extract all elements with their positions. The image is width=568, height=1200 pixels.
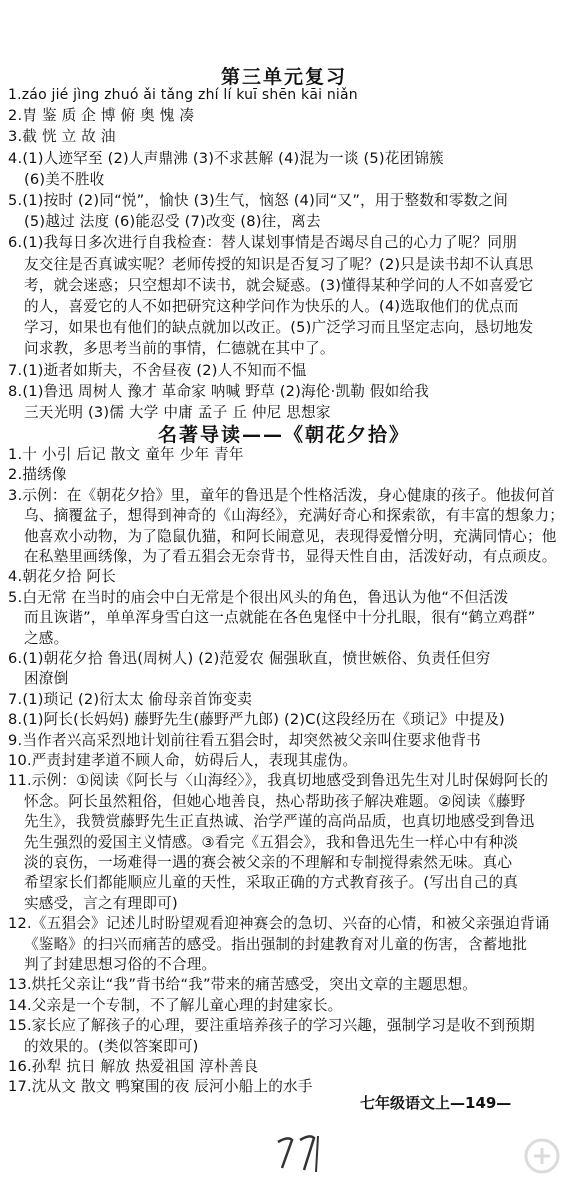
section1-line: 3.截 恍 立 故 油 bbox=[8, 128, 116, 146]
section2-line: 5.白无常 在当时的庙会中白无常是个很出风头的角色，鲁迅认为他“不但活泼 bbox=[8, 588, 509, 606]
section1-line: (5)越过 法度 (6)能忍受 (7)改变 (8)往，离去 bbox=[24, 213, 321, 231]
section2-line: 10.严责封建孝道不顾人命，妨碍后人，表现其虚伪。 bbox=[8, 752, 358, 769]
section2-line: 15.家长应了解孩子的心理，要注重培养孩子的学习兴趣，强制学习是收不到预期 bbox=[8, 1017, 535, 1035]
section2-line: 13.烘托父亲让“我”背书给“我”带来的痛苦感受，突出文章的主题思想。 bbox=[8, 976, 478, 994]
section1-line: 5.(1)按时 (2)同“悦”，愉快 (3)生气，恼怒 (4)同“又”，用于整数和零数之间 bbox=[8, 192, 509, 209]
section2-line: 淡的哀伤，一场难得一遇的赛会被父亲的不理解和专制搅得索然无味。真心 bbox=[24, 854, 513, 871]
section1-line: 4.(1)人迹罕至 (2)人声鼎沸 (3)不求甚解 (4)混为一谈 (5)花团锦簇 bbox=[8, 149, 444, 167]
section1-line: 7.(1)逝者如斯夫，不舍昼夜 (2)人不知而不愠 bbox=[8, 361, 307, 379]
section2-line: 之感。 bbox=[24, 629, 69, 647]
section1-line: (6)美不胜收 bbox=[24, 170, 105, 188]
page-number-label: 七年级语文上—149— bbox=[360, 1094, 512, 1112]
section2-line: 6.(1)朝花夕拾 鲁迅(周树人) (2)范爱农 倔强耿直，愤世嫉俗、负责任但穷 bbox=[8, 650, 491, 667]
section2-line: 而且诙谐”，单单浑身雪白这一点就能在各色鬼怪中十分扎眼，很有“鹤立鸡群” bbox=[24, 609, 536, 627]
section-title-unit3-review: 第三单元复习 bbox=[220, 66, 347, 88]
section2-line: 4.朝花夕拾 阿长 bbox=[8, 568, 116, 586]
section2-line: 8.(1)阿长(长妈妈) 藤野先生(藤野严九郎) (2)C(这段经历在《琐记》中提及) bbox=[8, 711, 505, 729]
section2-line: 先生》，我赞赏藤野先生正直热诚、治学严谨的高尚品质，也真切地感受到鲁迅 bbox=[24, 813, 535, 831]
section1-line: 考，就会迷惑；只空想却不读书，就会疑惑。(3)懂得某种学问的人不如喜爱它 bbox=[24, 276, 534, 294]
section2-line: 他喜欢小动物，为了隐鼠仇猫，和阿长闹意见，表现得爱憎分明，充满同情心；他 bbox=[24, 527, 557, 545]
section1-line: 6.(1)我每日多次进行自我检查：替人谋划事情是否竭尽自己的心力了呢？同朋 bbox=[8, 234, 517, 252]
section1-line: 1.záo jié jìng zhuó ǎi tǎng zhí lí kuī shēn kāi niǎn bbox=[8, 87, 358, 103]
section2-line: 16.孙犁 抗日 解放 热爱祖国 淳朴善良 bbox=[8, 1058, 259, 1075]
section2-line: 先生强烈的爱国主义情感。③看完《五猖会》，我和鲁迅先生一样心中有种淡 bbox=[24, 833, 519, 851]
section2-line: 的效果的。(类似答案即可) bbox=[24, 1037, 199, 1055]
section1-line: 2.胄 鉴 质 企 博 俯 奥 愧 凑 bbox=[8, 107, 195, 125]
section1-line: 友交往是否真诚实呢？老师传授的知识是否复习了呢？(2)只是读书却不认真思 bbox=[24, 255, 534, 273]
section2-line: 希望家长们都能顺应儿童的天性，采取正确的方式教育孩子。(写出自己的真 bbox=[24, 874, 519, 892]
section2-line: 2.描绣像 bbox=[8, 466, 67, 484]
section2-line: 12.《五猖会》记述儿时盼望观看迎神赛会的急切、兴奋的心情，和被父亲强迫背诵 bbox=[8, 915, 550, 933]
handwritten-mark bbox=[270, 1128, 330, 1178]
section2-line: 1.十 小引 后记 散文 童年 少年 青年 bbox=[8, 446, 244, 463]
section2-line: 困潦倒 bbox=[24, 670, 69, 688]
section1-line: 问求教，多思考当前的事情，仁德就在其中了。 bbox=[24, 340, 335, 358]
section2-line: 乌、摘覆盆子，想得到神奇的《山海经》，充满好奇心和探索欲，有丰富的想象力； bbox=[24, 507, 564, 525]
section2-line: 在私塾里画绣像，为了看五猖会无奈背书，显得天性自由，活泼好动，有点顽皮。 bbox=[24, 548, 557, 565]
section1-line: 的人，喜爱它的人不如把研究这种学问作为快乐的人。(4)选取他们的优点而 bbox=[24, 298, 519, 315]
section2-line: 9.当作者兴高采烈地计划前往看五猖会时，却突然被父亲叫住要求他背书 bbox=[8, 731, 481, 749]
section1-line: 三天光明 (3)儒 大学 中庸 孟子 丘 仲尼 思想家 bbox=[24, 404, 331, 421]
section2-line: 11.示例：①阅读《阿长与〈山海经〉》，我真切地感受到鲁迅先生对儿时保姆阿长的 bbox=[8, 772, 549, 790]
section1-line: 8.(1)鲁迅 周树人 豫才 革命家 呐喊 野草 (2)海伦·凯勒 假如给我 bbox=[8, 382, 430, 400]
section2-line: 17.沈从文 散文 鸭窠围的夜 辰河小船上的水手 bbox=[8, 1078, 313, 1096]
section2-line: 《鉴略》的扫兴而痛苦的感受。指出强制的封建教育对儿童的伤害，含蓄地批 bbox=[24, 935, 527, 953]
section2-line: 3.示例：在《朝花夕拾》里，童年的鲁迅是个性格活泼，身心健康的孩子。他拔何首 bbox=[8, 486, 555, 504]
section-title-book-guide: 名著导读——《朝花夕拾》 bbox=[157, 424, 410, 446]
section2-line: 14.父亲是一个专制，不了解儿童心理的封建家长。 bbox=[8, 996, 343, 1014]
section2-line: 判了封建思想习俗的不合理。 bbox=[24, 956, 217, 973]
section1-line: 学习，如果也有他们的缺点就加以改正。(5)广泛学习而且坚定志向，恳切地发 bbox=[24, 319, 534, 337]
section2-line: 怀念。阿长虽然粗俗，但她心地善良，热心帮助孩子解决难题。②阅读《藤野 bbox=[24, 792, 526, 810]
watermark-logo bbox=[442, 1126, 562, 1196]
section2-line: 7.(1)琐记 (2)衍太太 偷母亲首饰变卖 bbox=[8, 690, 253, 708]
section2-line: 实感受，言之有理即可) bbox=[24, 894, 178, 912]
